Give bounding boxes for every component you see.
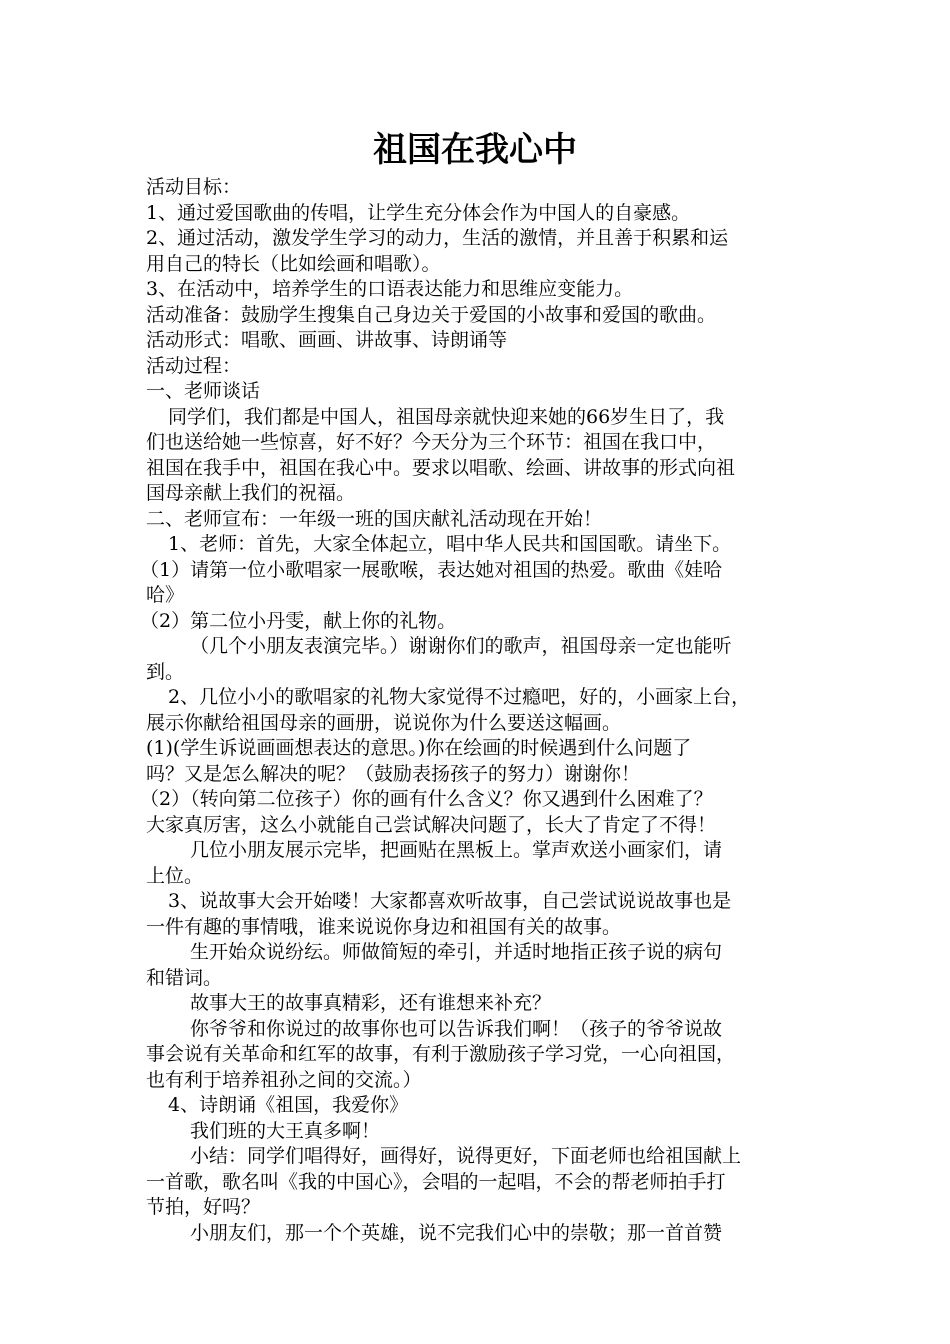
text-line: 事会说有关革命和红军的故事，有利于激励孩子学习党，一心向祖国， <box>146 1043 736 1065</box>
text-line: 你爷爷和你说过的故事你也可以告诉我们啊！（孩子的爷爷说故 <box>190 1017 723 1040</box>
text-line: 小朋友们，那一个个英雄，说不完我们心中的崇敬；那一首首赞 <box>190 1221 723 1244</box>
text-line: 小结：同学们唱得好，画得好，说得更好，下面老师也给祖国献上 <box>190 1145 742 1167</box>
text-line: 国母亲献上我们的祝福。 <box>146 482 356 504</box>
text-line: 活动形式：唱歌、画画、讲故事、诗朗诵等 <box>146 329 508 351</box>
text-line: 3、说故事大会开始喽！大家都喜欢听故事，自己尝试说说故事也是 <box>168 890 732 912</box>
text-line: 2、通过活动，激发学生学习的动力，生活的激情，并且善于积累和运 <box>146 227 729 249</box>
text-line: 展示你献给祖国母亲的画册，说说你为什么要送这幅画。 <box>146 711 622 734</box>
text-line: 一首歌，歌名叫《我的中国心》，会唱的一起唱，不会的帮老师拍手打 <box>146 1170 726 1193</box>
text-line: 们也送给她一些惊喜，好不好？今天分为三个环节：祖国在我口中， <box>146 431 717 453</box>
text-line: 上位。 <box>146 864 204 887</box>
document-title: 祖国在我心中 <box>373 130 577 170</box>
text-line: 节拍，好吗？ <box>146 1196 261 1218</box>
text-line: 也有利于培养祖孙之间的交流。） <box>146 1068 422 1091</box>
text-line: 2、几位小小的歌唱家的礼物大家觉得不过瘾吧，好的，小画家上台， <box>168 686 751 708</box>
text-line: 故事大王的故事真精彩，还有谁想来补充？ <box>190 992 552 1014</box>
text-line: 哈》 <box>146 584 185 606</box>
text-line: （2）第二位小丹雯，献上你的礼物。 <box>140 609 457 632</box>
text-line: （1）请第一位小歌唱家一展歌喉，表达她对祖国的热爱。歌曲《娃哈 <box>140 558 723 581</box>
text-line: 到。 <box>146 660 185 683</box>
text-line: 1、通过爱国歌曲的传唱，让学生充分体会作为中国人的自豪感。 <box>146 201 691 224</box>
text-line: 1、老师：首先，大家全体起立，唱中华人民共和国国歌。请坐下。 <box>168 533 732 555</box>
text-line: 活动目标： <box>146 176 242 198</box>
text-line: 3、在活动中，培养学生的口语表达能力和思维应变能力。 <box>146 278 634 300</box>
text-line: 活动过程： <box>146 354 242 377</box>
text-line: 我们班的大王真多啊！ <box>190 1119 381 1142</box>
text-line: 活动准备：鼓励学生搜集自己身边关于爱国的小故事和爱国的歌曲。 <box>146 303 717 326</box>
text-line: 同学们，我们都是中国人，祖国母亲就快迎来她的66岁生日了，我 <box>168 405 725 428</box>
text-line: 吗？又是怎么解决的呢？（鼓励表扬孩子的努力）谢谢你！ <box>146 762 641 785</box>
text-line: 4、诗朗诵《祖国，我爱你》 <box>168 1094 409 1116</box>
text-line: 一件有趣的事情哦，谁来说说你身边和祖国有关的故事。 <box>146 915 622 938</box>
text-line: 和错词。 <box>146 966 223 989</box>
text-line: （几个小朋友表演完毕。）谢谢你们的歌声，祖国母亲一定也能听 <box>190 635 732 657</box>
document-body <box>140 175 806 1246</box>
text-line: 用自己的特长（比如绘画和唱歌）。 <box>146 252 441 275</box>
text-line: 大家真厉害，这么小就能自己尝试解决问题了，长大了肯定了不得！ <box>146 813 717 836</box>
text-line: （2）（转向第二位孩子）你的画有什么含义？你又遇到什么困难了？ <box>140 788 713 810</box>
text-line: 几位小朋友展示完毕，把画贴在黑板上。掌声欢送小画家们，请 <box>190 839 723 861</box>
text-line: 祖国在我手中，祖国在我心中。要求以唱歌、绘画、讲故事的形式向祖 <box>146 456 736 479</box>
text-line: 生开始众说纷纭。师做简短的牵引，并适时地指正孩子说的病句 <box>190 941 723 963</box>
section-heading: 一、老师谈话 <box>146 380 261 402</box>
section-heading: 二、老师宣布：一年级一班的国庆献礼活动现在开始！ <box>146 507 603 530</box>
text-line: (1)(学生诉说画画想表达的意思。)你在绘画的时候遇到什么问题了 <box>146 737 692 759</box>
